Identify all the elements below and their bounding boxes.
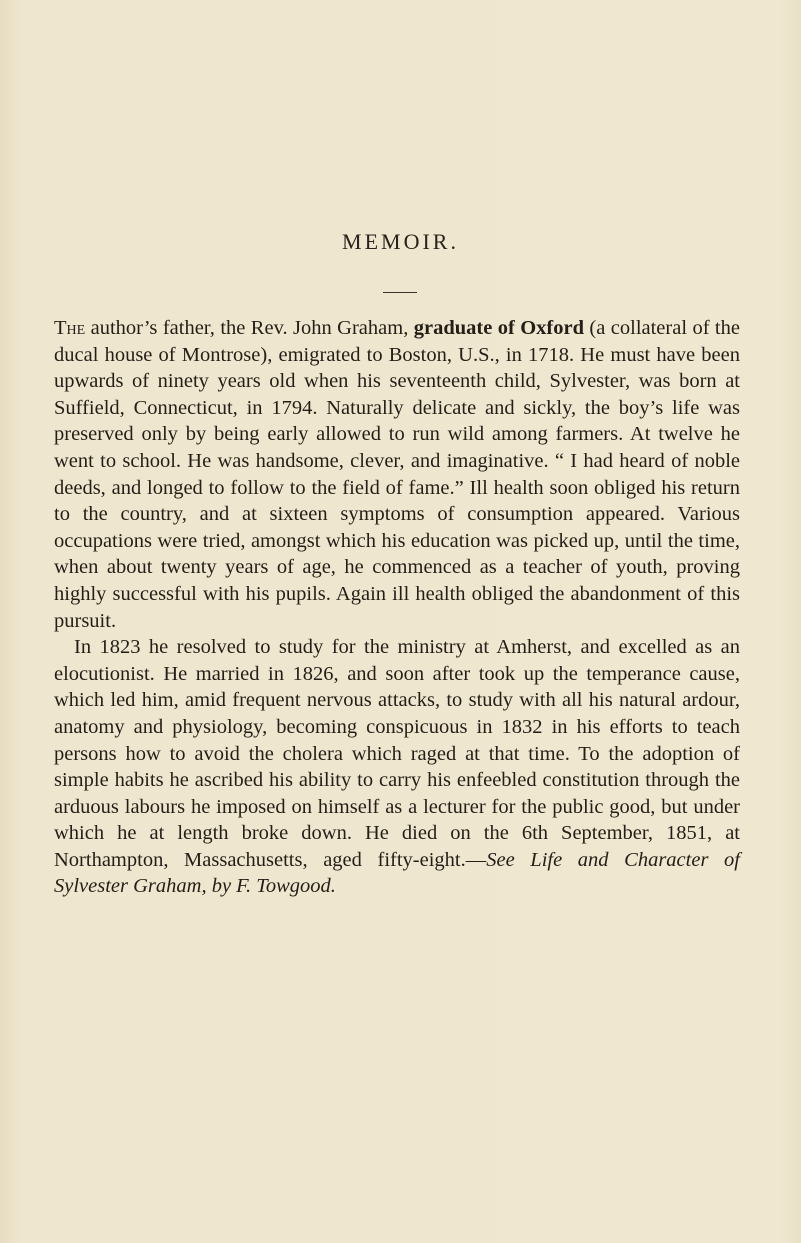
paragraph-1-text-b: (a collateral of the ducal house of Montrose), emigrated to Boston, U.S., in 1718. He must have been upwards of ninety years old when his seventeenth child, Sylvester, was born at Suffield, Connecticut, in 1794. Naturally delicate and sickly, the boy’s life was preserved only by being early allowed to run wild among farmers. At twelve he went to school. He was handsome, clever, and imaginative. “ I had heard of noble deeds, and longed to follow to the field of fame.” Ill health soon obliged his return to the country, and at sixteen symptoms of consumption appeared. Various occupations were tried, amongst which his education was picked up, until the time, when about twenty years of age, he commenced as a teacher of youth, proving highly successful with his pupils. Again ill health obliged the abandonment of this pursuit. bbox=[54, 317, 740, 632]
paragraph-2-text: In 1823 he resolved to study for the ministry at Amherst, and excelled as an elocutionist. He married in 1826, and soon after took up the temperance cause, which led him, amid frequent nervous attacks, to study with all his natural ardour, anatomy and physiology, becoming conspicuous in 1832 in his efforts to teach persons how to avoid the cholera which raged at that time. To the adoption of simple habits he ascribed his ability to carry his enfeebled constitution through the arduous labours he imposed on himself as a lecturer for the public good, but under which he at length broke down. He died on the 6th September, 1851, at Northampton, Massachusetts, aged fifty-eight.— bbox=[54, 636, 740, 871]
title-divider bbox=[383, 292, 417, 293]
paragraph-1-text-a: author’s father, the Rev. John Graham, bbox=[85, 317, 414, 339]
bold-phrase: graduate of Oxford bbox=[413, 317, 585, 339]
paragraph-1 bbox=[54, 315, 740, 634]
page-title: MEMOIR. bbox=[342, 229, 459, 254]
memoir-body bbox=[54, 315, 740, 900]
lead-word: The bbox=[54, 317, 86, 339]
citation: See Life and Character of Sylvester Graham, by F. Towgood. bbox=[54, 848, 740, 898]
paragraph-2 bbox=[54, 634, 740, 900]
